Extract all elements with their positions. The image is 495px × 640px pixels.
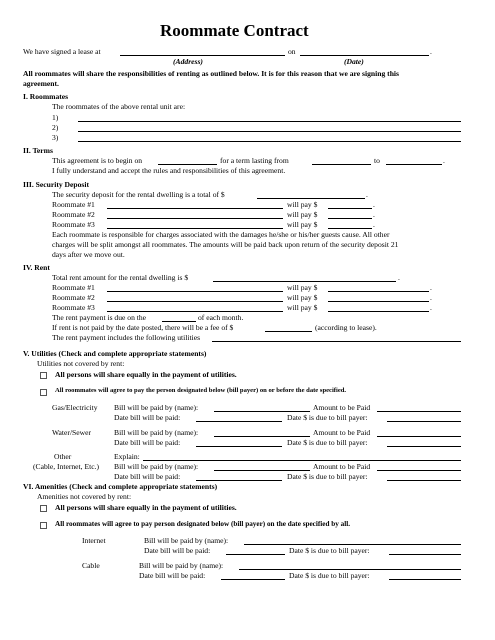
cable-label: Cable xyxy=(82,561,100,570)
rent-roommate-1-period: . xyxy=(430,283,432,292)
rent-roommate-2-amount-field[interactable] xyxy=(328,301,429,302)
intro-period: . xyxy=(430,47,432,56)
internet-date-due-field[interactable] xyxy=(389,554,461,555)
rent-roommate-3-will-pay: will pay $ xyxy=(287,303,318,312)
rent-roommate-3-name-field[interactable] xyxy=(107,311,283,312)
security-roommate-3-will-pay: will pay $ xyxy=(287,220,318,229)
rent-late-fee-suffix: (according to lease). xyxy=(315,323,377,332)
rent-roommate-2-period: . xyxy=(430,293,432,302)
rent-total-field[interactable] xyxy=(213,281,396,282)
section-utilities-heading: V. Utilities (Check and complete appropriate statements) xyxy=(23,349,207,358)
rent-late-fee-text: If rent is not paid by the date posted, there will be a fee of $ xyxy=(52,323,234,332)
security-roommate-1-name-field[interactable] xyxy=(107,208,283,209)
water-bill-paid-by-text: Bill will be paid by (name): xyxy=(114,428,199,437)
terms-begin-text: This agreement is to begin on xyxy=(52,156,143,165)
water-date-paid-field[interactable] xyxy=(196,446,282,447)
security-roommate-2-period: . xyxy=(373,210,375,219)
roommate-item-1-number: 1) xyxy=(52,113,59,122)
rent-roommate-3-label: Roommate #3 xyxy=(52,303,95,312)
gas-bill-paid-by-text: Bill will be paid by (name): xyxy=(114,403,199,412)
security-roommate-2-amount-field[interactable] xyxy=(328,218,372,219)
gas-date-paid-field[interactable] xyxy=(196,421,282,422)
section-terms-heading: II. Terms xyxy=(23,146,53,155)
other-bill-paid-by-text: Bill will be paid by (name): xyxy=(114,462,199,471)
other-bill-paid-by-field[interactable] xyxy=(214,470,310,471)
security-paragraph-line3: days after we move out. xyxy=(52,250,125,259)
gas-date-due-text: Date $ is due to bill payer: xyxy=(287,413,368,422)
security-roommate-3-amount-field[interactable] xyxy=(328,228,372,229)
rent-roommate-2-label: Roommate #2 xyxy=(52,293,95,302)
security-roommate-3-name-field[interactable] xyxy=(107,228,283,229)
cable-bill-paid-by-text: Bill will be paid by (name): xyxy=(139,561,224,570)
other-sub-label: (Cable, Internet, Etc.) xyxy=(33,462,99,471)
internet-label: Internet xyxy=(82,536,106,545)
security-roommate-2-name-field[interactable] xyxy=(107,218,283,219)
on-text: on xyxy=(288,47,296,56)
utilities-bill-payer-text: All roommates will agree to pay the person designated below (bill payer) on or before the date specified. xyxy=(55,387,347,394)
rent-utilities-field[interactable] xyxy=(212,341,461,342)
security-paragraph-line1: Each roommate is responsible for charges associated with the damages he/she or his/her guests cause. All other xyxy=(52,230,390,239)
security-roommate-1-will-pay: will pay $ xyxy=(287,200,318,209)
internet-bill-paid-by-text: Bill will be paid by (name): xyxy=(144,536,229,545)
terms-period: . xyxy=(443,156,445,165)
terms-begin-date-field[interactable] xyxy=(158,164,217,165)
other-explain-field[interactable] xyxy=(143,460,461,461)
security-total-field[interactable] xyxy=(257,198,365,199)
security-total-text: The security deposit for the rental dwelling is a total of $ xyxy=(52,190,225,199)
utilities-not-covered-text: Utilities not covered by rent: xyxy=(37,359,125,368)
security-roommate-1-period: . xyxy=(373,200,375,209)
rent-total-period: . xyxy=(398,273,400,282)
terms-from-field[interactable] xyxy=(312,164,371,165)
cable-date-due-field[interactable] xyxy=(389,579,461,580)
cable-date-paid-text: Date bill will be paid: xyxy=(139,571,206,580)
roommate-item-3-number: 3) xyxy=(52,133,59,142)
internet-date-paid-field[interactable] xyxy=(226,554,285,555)
rent-due-text: The rent payment is due on the xyxy=(52,313,147,322)
other-explain-text: Explain: xyxy=(114,452,140,461)
security-roommate-1-label: Roommate #1 xyxy=(52,200,95,209)
cable-bill-paid-by-field[interactable] xyxy=(239,569,461,570)
amenities-share-equally-checkbox[interactable] xyxy=(40,505,47,512)
security-roommate-3-period: . xyxy=(373,220,375,229)
utilities-share-equally-text: All persons will share equally in the payment of utilities. xyxy=(55,370,237,379)
water-date-due-text: Date $ is due to bill payer: xyxy=(287,438,368,447)
security-roommate-2-will-pay: will pay $ xyxy=(287,210,318,219)
terms-accept-text: I fully understand and accept the rules and responsibilities of this agreement. xyxy=(52,166,286,175)
rent-roommate-3-amount-field[interactable] xyxy=(328,311,429,312)
gas-bill-paid-by-field[interactable] xyxy=(214,411,310,412)
security-roommate-2-label: Roommate #2 xyxy=(52,210,95,219)
internet-date-due-text: Date $ is due to bill payer: xyxy=(289,546,370,555)
section-amenities-heading: VI. Amenities (Check and complete appropriate statements) xyxy=(23,482,218,491)
terms-to-text: to xyxy=(374,156,380,165)
water-bill-paid-by-field[interactable] xyxy=(214,436,310,437)
gas-date-due-field[interactable] xyxy=(387,421,461,422)
address-field[interactable] xyxy=(120,55,285,56)
section-security-heading: III. Security Deposit xyxy=(23,180,90,189)
security-total-period: . xyxy=(366,190,368,199)
terms-lasting-text: for a term lasting from xyxy=(220,156,289,165)
rent-roommate-1-amount-field[interactable] xyxy=(328,291,429,292)
rent-roommate-1-name-field[interactable] xyxy=(107,291,283,292)
water-sewer-label: Water/Sewer xyxy=(52,428,92,437)
amenities-bill-payer-checkbox[interactable] xyxy=(40,522,47,529)
other-date-paid-field[interactable] xyxy=(196,480,282,481)
roommate-1-field[interactable] xyxy=(78,121,461,122)
lease-text: We have signed a lease at xyxy=(23,47,101,56)
rent-late-fee-field[interactable] xyxy=(265,331,312,332)
cable-date-paid-field[interactable] xyxy=(221,579,285,580)
terms-to-field[interactable] xyxy=(386,164,442,165)
utilities-bill-payer-checkbox[interactable] xyxy=(40,389,47,396)
security-paragraph-line2: charges will be split amongst all roommates. The amounts will be paid back upon return of the security deposit 21 xyxy=(52,240,399,249)
rent-utilities-text: The rent payment includes the following utilities xyxy=(52,333,201,342)
water-date-due-field[interactable] xyxy=(387,446,461,447)
water-amount-field[interactable] xyxy=(377,436,461,437)
section-roommates-heading: I. Roommates xyxy=(23,92,69,101)
cable-date-due-text: Date $ is due to bill payer: xyxy=(289,571,370,580)
rent-roommate-2-will-pay: will pay $ xyxy=(287,293,318,302)
internet-date-paid-text: Date bill will be paid: xyxy=(144,546,211,555)
rent-roommate-1-will-pay: will pay $ xyxy=(287,283,318,292)
gas-amount-text: Amount to be Paid xyxy=(313,403,371,412)
other-date-due-text: Date $ is due to bill payer: xyxy=(287,472,368,481)
other-amount-text: Amount to be Paid xyxy=(313,462,371,471)
other-date-due-field[interactable] xyxy=(387,480,461,481)
other-date-paid-text: Date bill will be paid: xyxy=(114,472,181,481)
security-roommate-1-amount-field[interactable] xyxy=(328,208,372,209)
roommate-item-2-number: 2) xyxy=(52,123,59,132)
rent-roommate-3-period: . xyxy=(430,303,432,312)
other-label: Other xyxy=(54,452,72,461)
gas-electricity-label: Gas/Electricity xyxy=(52,403,98,412)
water-amount-text: Amount to be Paid xyxy=(313,428,371,437)
section-rent-heading: IV. Rent xyxy=(23,263,50,272)
roommate-3-field[interactable] xyxy=(78,141,461,142)
gas-date-paid-text: Date bill will be paid: xyxy=(114,413,181,422)
intro-statement-line2: agreement. xyxy=(23,79,59,88)
security-roommate-3-label: Roommate #3 xyxy=(52,220,95,229)
amenities-bill-payer-text: All roommates will agree to pay person designated below (bill payer) on the date specified by all. xyxy=(55,520,351,528)
internet-bill-paid-by-field[interactable] xyxy=(244,544,461,545)
intro-statement-line1: All roommates will share the responsibilities of renting as outlined below. It is for this reason that we are signing this xyxy=(23,69,399,78)
address-label: (Address) xyxy=(173,57,203,66)
date-field[interactable] xyxy=(300,55,429,56)
rent-due-day-field[interactable] xyxy=(162,321,196,322)
rent-due-suffix: of each month. xyxy=(198,313,244,322)
rent-roommate-1-label: Roommate #1 xyxy=(52,283,95,292)
roommate-2-field[interactable] xyxy=(78,131,461,132)
gas-amount-field[interactable] xyxy=(377,411,461,412)
rent-roommate-2-name-field[interactable] xyxy=(107,301,283,302)
amenities-not-covered-text: Amenities not covered by rent: xyxy=(37,492,132,501)
rent-total-text: Total rent amount for the rental dwelling is $ xyxy=(52,273,189,282)
page-title: Roommate Contract xyxy=(160,21,309,40)
roommates-intro: The roommates of the above rental unit are: xyxy=(52,102,186,111)
utilities-share-equally-checkbox[interactable] xyxy=(40,372,47,379)
other-amount-field[interactable] xyxy=(377,470,461,471)
amenities-share-equally-text: All persons will share equally in the payment of utilities. xyxy=(55,503,237,512)
water-date-paid-text: Date bill will be paid: xyxy=(114,438,181,447)
date-label: (Date) xyxy=(344,57,364,66)
